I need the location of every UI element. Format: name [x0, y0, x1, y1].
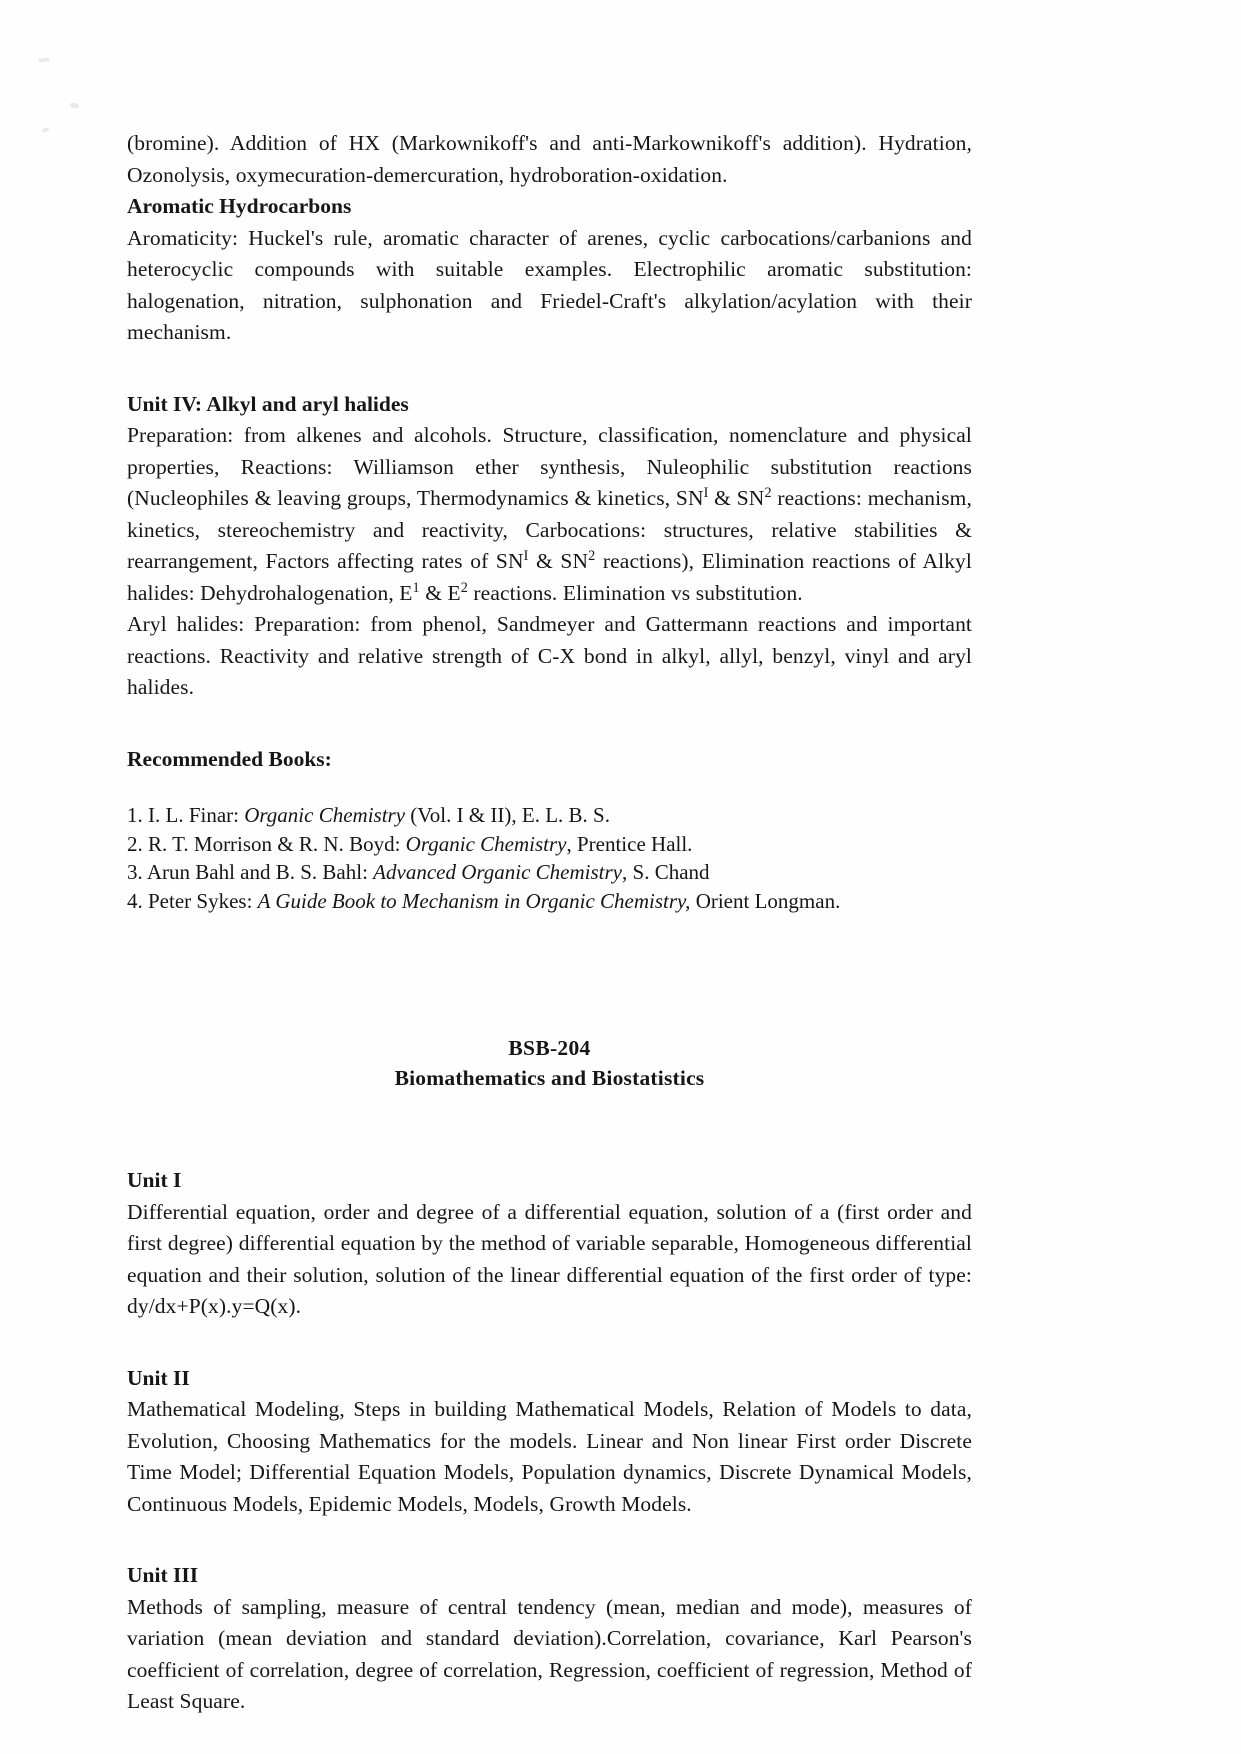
paragraph-unit-iv-body — [127, 420, 972, 609]
paragraph-aryl-halides: Aryl halides: Preparation: from phenol, Sandmeyer and Gattermann reactions and important reactions. Reactivity and relative strength of C-X bond in alkyl, allyl, benzyl, vinyl and aryl halides. — [127, 612, 972, 699]
superscript-e1: 1 — [412, 579, 420, 596]
book-publisher: , Prentice Hall. — [566, 831, 693, 856]
recommended-books-list — [127, 801, 972, 915]
heading-unit-i: Unit I — [127, 1168, 182, 1192]
book-author: Peter Sykes: — [142, 888, 258, 913]
list-item — [127, 801, 972, 830]
unit-iv-text-4: & SN — [528, 549, 589, 573]
book-author: Arun Bahl and B. S. Bahl: — [142, 860, 374, 884]
superscript-sn2-b: 2 — [588, 547, 596, 564]
spacer — [127, 775, 972, 801]
scan-artifact-speck — [42, 127, 50, 133]
paragraph-unit-i-body: Differential equation, order and degree of a differential equation, solution of a (first order and first degree) differential equation by the method of variable separable, Homogeneous differential equation and their solution, solution of the linear differential equation of the first order of type: dy/dx+P(x).y=Q(x). — [127, 1199, 972, 1318]
heading-unit-ii: Unit II — [127, 1365, 190, 1390]
book-publisher: , S. Chand — [622, 860, 710, 884]
paragraph-unit-ii-body: Mathematical Modeling, Steps in building Mathematical Models, Relation of Models to data, Evolution, Choosing Mathematics for the models. Linear and Non linear First order Discrete Time Model; Differential Equation Models, Population dynamics, Discrete Dynamical Models, Continuous Models, Epidemic Models, Models, Growth Models. — [127, 1397, 972, 1516]
book-title: Advanced Organic Chemistry — [373, 860, 623, 884]
book-number: 4. — [127, 888, 143, 913]
superscript-sn2: 2 — [764, 484, 772, 501]
course-title: Biomathematics and Biostatistics — [394, 1066, 705, 1090]
list-item — [127, 830, 972, 859]
page-content — [127, 128, 972, 1718]
paragraph-alkene-reactions: (bromine). Addition of HX (Markownikoff's and anti-Markownikoff's addition). Hydration, Ozonolysis, oxymecuration-demercuration, hydroboration-oxidation. — [127, 131, 972, 187]
heading-unit-iv: Unit IV: Alkyl and aryl halides — [127, 391, 409, 416]
book-author: R. T. Morrison & R. N. Boyd: — [142, 831, 406, 856]
book-number: 2. — [127, 831, 143, 856]
course-code: BSB-204 — [508, 1036, 591, 1060]
spacer — [127, 1323, 972, 1363]
spacer — [127, 915, 972, 1007]
spacer — [127, 1151, 972, 1165]
unit-iv-text-3: reactions: mechanism, kinetics, stereochemistry and reactivity, Carbocations: structures, relative stabilities & rearrangement, Factors affecting rates of SN — [127, 486, 972, 573]
scan-artifact-speck — [38, 57, 50, 63]
unit-iv-text-5: reactions), Elimination reactions of Alkyl halides: Dehydrohalogenation, E — [127, 549, 972, 605]
spacer — [127, 1007, 972, 1033]
superscript-sn1-b: I — [523, 547, 529, 564]
book-publisher: Orient Longman. — [690, 888, 841, 913]
book-publisher: (Vol. I & II), E. L. B. S. — [405, 803, 610, 827]
book-title: A Guide Book to Mechanism in Organic Chemistry, — [257, 888, 691, 913]
spacer — [127, 1093, 972, 1151]
heading-aromatic-hydrocarbons: Aromatic Hydrocarbons — [127, 194, 352, 218]
course-header — [127, 1033, 972, 1093]
book-title: Organic Chemistry — [244, 803, 406, 827]
unit-iv-text-1: Preparation: from alkenes and alcohols. Structure, classification, nomenclature and physical properties, Reactions: Williamson ether synthesis, Nuleophilic substitution reactions (Nucleophiles & leaving groups, Thermodynamics & kinetics, SN — [127, 423, 972, 510]
book-number: 3. — [127, 860, 143, 884]
heading-recommended-books: Recommended Books: — [127, 746, 332, 771]
superscript-sn1: I — [703, 484, 709, 501]
heading-unit-iii: Unit III — [127, 1563, 199, 1587]
unit-iv-text-2: & SN — [708, 486, 765, 510]
list-item — [127, 887, 972, 916]
spacer — [127, 704, 972, 744]
spacer — [127, 349, 972, 389]
paragraph-aromaticity: Aromaticity: Huckel's rule, aromatic character of arenes, cyclic carbocations/carbanions and heterocyclic compounds with suitable examples. Electrophilic aromatic substitution: halogenation, nitration, sulphonation and Friedel-Craft's alkylation/acylation with their mechanism. — [127, 225, 972, 344]
paragraph-unit-iii-body: Methods of sampling, measure of central tendency (mean, median and mode), measures of variation (mean deviation and standard deviation).Correlation, covariance, Karl Pearson's coefficient of correlation, degree of correlation, Regression, coefficient of regression, Method of Least Square. — [127, 1594, 972, 1713]
superscript-e2: 2 — [460, 579, 468, 596]
book-number: 1. — [127, 803, 143, 827]
scan-artifact-speck — [70, 102, 80, 109]
unit-iv-text-6: & E — [419, 580, 461, 605]
book-author: I. L. Finar: — [142, 803, 245, 827]
unit-iv-text-7: reactions. Elimination vs substitution. — [467, 580, 803, 605]
spacer — [127, 1520, 972, 1560]
list-item — [127, 858, 972, 887]
book-title: Organic Chemistry — [405, 831, 567, 856]
